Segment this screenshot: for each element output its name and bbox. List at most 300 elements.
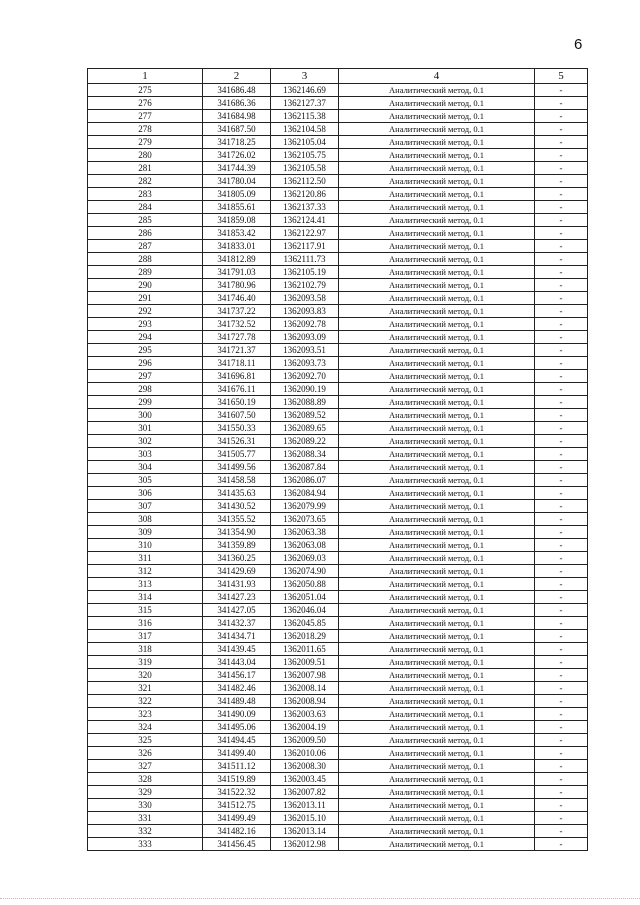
cell-point-number: 309 (88, 526, 203, 539)
cell-description: - (535, 708, 588, 721)
cell-y: 1362105.19 (271, 266, 339, 279)
table-row (88, 409, 588, 422)
coordinates-table (87, 68, 588, 851)
table-row (88, 552, 588, 565)
cell-method: Аналитический метод, 0.1 (339, 448, 535, 461)
cell-point-number: 296 (88, 357, 203, 370)
table-row (88, 435, 588, 448)
cell-description: - (535, 617, 588, 630)
cell-x: 341499.56 (203, 461, 271, 474)
table-row (88, 747, 588, 760)
cell-x: 341458.58 (203, 474, 271, 487)
table-row (88, 838, 588, 851)
cell-x: 341686.48 (203, 84, 271, 97)
table-row (88, 97, 588, 110)
cell-y: 1362069.03 (271, 552, 339, 565)
cell-x: 341359.89 (203, 539, 271, 552)
cell-y: 1362051.04 (271, 591, 339, 604)
cell-y: 1362012.98 (271, 838, 339, 851)
cell-point-number: 311 (88, 552, 203, 565)
cell-y: 1362105.04 (271, 136, 339, 149)
cell-y: 1362015.10 (271, 812, 339, 825)
table-row (88, 422, 588, 435)
table-row (88, 591, 588, 604)
cell-y: 1362046.04 (271, 604, 339, 617)
cell-y: 1362089.65 (271, 422, 339, 435)
cell-method: Аналитический метод, 0.1 (339, 461, 535, 474)
table-row (88, 175, 588, 188)
cell-x: 341853.42 (203, 227, 271, 240)
cell-method: Аналитический метод, 0.1 (339, 487, 535, 500)
cell-description: - (535, 656, 588, 669)
cell-method: Аналитический метод, 0.1 (339, 513, 535, 526)
cell-y: 1362093.58 (271, 292, 339, 305)
cell-description: - (535, 266, 588, 279)
cell-x: 341650.19 (203, 396, 271, 409)
cell-method: Аналитический метод, 0.1 (339, 136, 535, 149)
table-row (88, 370, 588, 383)
cell-method: Аналитический метод, 0.1 (339, 825, 535, 838)
cell-method: Аналитический метод, 0.1 (339, 682, 535, 695)
cell-method: Аналитический метод, 0.1 (339, 266, 535, 279)
cell-description: - (535, 110, 588, 123)
cell-method: Аналитический метод, 0.1 (339, 110, 535, 123)
cell-description: - (535, 97, 588, 110)
table-row (88, 383, 588, 396)
table-row (88, 695, 588, 708)
table-row (88, 669, 588, 682)
table-row (88, 331, 588, 344)
cell-method: Аналитический метод, 0.1 (339, 669, 535, 682)
cell-description: - (535, 188, 588, 201)
cell-y: 1362088.89 (271, 396, 339, 409)
cell-method: Аналитический метод, 0.1 (339, 292, 535, 305)
cell-method: Аналитический метод, 0.1 (339, 240, 535, 253)
cell-description: - (535, 591, 588, 604)
header-cell-x: 2 (203, 69, 271, 84)
cell-y: 1362013.11 (271, 799, 339, 812)
cell-x: 341439.45 (203, 643, 271, 656)
table-row (88, 474, 588, 487)
cell-point-number: 306 (88, 487, 203, 500)
cell-y: 1362112.50 (271, 175, 339, 188)
table-row (88, 799, 588, 812)
cell-description: - (535, 279, 588, 292)
cell-description: - (535, 747, 588, 760)
cell-point-number: 308 (88, 513, 203, 526)
cell-method: Аналитический метод, 0.1 (339, 84, 535, 97)
cell-y: 1362093.73 (271, 357, 339, 370)
table-row (88, 110, 588, 123)
cell-x: 341686.36 (203, 97, 271, 110)
cell-point-number: 313 (88, 578, 203, 591)
cell-y: 1362120.86 (271, 188, 339, 201)
cell-description: - (535, 760, 588, 773)
cell-description: - (535, 448, 588, 461)
table-row (88, 643, 588, 656)
table-row (88, 578, 588, 591)
cell-y: 1362013.14 (271, 825, 339, 838)
cell-x: 341499.49 (203, 812, 271, 825)
cell-description: - (535, 201, 588, 214)
cell-method: Аналитический метод, 0.1 (339, 344, 535, 357)
table-row (88, 656, 588, 669)
cell-point-number: 330 (88, 799, 203, 812)
table-row (88, 162, 588, 175)
table-row (88, 604, 588, 617)
cell-description: - (535, 500, 588, 513)
cell-method: Аналитический метод, 0.1 (339, 396, 535, 409)
cell-y: 1362086.07 (271, 474, 339, 487)
cell-method: Аналитический метод, 0.1 (339, 500, 535, 513)
cell-description: - (535, 318, 588, 331)
cell-point-number: 301 (88, 422, 203, 435)
header-cell-method: 4 (339, 69, 535, 84)
table-row (88, 773, 588, 786)
cell-description: - (535, 292, 588, 305)
cell-y: 1362111.73 (271, 253, 339, 266)
cell-description: - (535, 669, 588, 682)
cell-method: Аналитический метод, 0.1 (339, 188, 535, 201)
cell-point-number: 332 (88, 825, 203, 838)
table-row (88, 357, 588, 370)
cell-method: Аналитический метод, 0.1 (339, 305, 535, 318)
cell-point-number: 287 (88, 240, 203, 253)
page-bottom-divider (0, 898, 640, 899)
cell-description: - (535, 604, 588, 617)
cell-point-number: 284 (88, 201, 203, 214)
cell-description: - (535, 396, 588, 409)
cell-x: 341429.69 (203, 565, 271, 578)
cell-x: 341737.22 (203, 305, 271, 318)
cell-x: 341696.81 (203, 370, 271, 383)
cell-method: Аналитический метод, 0.1 (339, 357, 535, 370)
table-row (88, 344, 588, 357)
cell-description: - (535, 370, 588, 383)
cell-y: 1362009.50 (271, 734, 339, 747)
cell-x: 341505.77 (203, 448, 271, 461)
cell-method: Аналитический метод, 0.1 (339, 812, 535, 825)
cell-point-number: 331 (88, 812, 203, 825)
cell-x: 341855.61 (203, 201, 271, 214)
table-row (88, 305, 588, 318)
cell-method: Аналитический метод, 0.1 (339, 422, 535, 435)
cell-description: - (535, 383, 588, 396)
cell-point-number: 276 (88, 97, 203, 110)
cell-y: 1362127.37 (271, 97, 339, 110)
cell-y: 1362007.82 (271, 786, 339, 799)
cell-description: - (535, 474, 588, 487)
cell-description: - (535, 344, 588, 357)
cell-method: Аналитический метод, 0.1 (339, 604, 535, 617)
cell-description: - (535, 513, 588, 526)
cell-x: 341519.89 (203, 773, 271, 786)
table-row (88, 513, 588, 526)
cell-point-number: 318 (88, 643, 203, 656)
cell-method: Аналитический метод, 0.1 (339, 630, 535, 643)
cell-method: Аналитический метод, 0.1 (339, 227, 535, 240)
page-number: 6 (574, 36, 583, 53)
cell-x: 341430.52 (203, 500, 271, 513)
cell-y: 1362008.30 (271, 760, 339, 773)
cell-point-number: 305 (88, 474, 203, 487)
cell-x: 341489.48 (203, 695, 271, 708)
cell-method: Аналитический метод, 0.1 (339, 747, 535, 760)
cell-y: 1362088.34 (271, 448, 339, 461)
cell-x: 341427.23 (203, 591, 271, 604)
header-cell-y: 3 (271, 69, 339, 84)
cell-x: 341718.11 (203, 357, 271, 370)
table-row (88, 682, 588, 695)
cell-y: 1362003.63 (271, 708, 339, 721)
cell-x: 341732.52 (203, 318, 271, 331)
cell-method: Аналитический метод, 0.1 (339, 786, 535, 799)
table-row (88, 227, 588, 240)
cell-description: - (535, 578, 588, 591)
cell-x: 341522.32 (203, 786, 271, 799)
cell-point-number: 302 (88, 435, 203, 448)
table-body (88, 84, 588, 851)
table-row (88, 123, 588, 136)
cell-method: Аналитический метод, 0.1 (339, 526, 535, 539)
cell-point-number: 298 (88, 383, 203, 396)
cell-method: Аналитический метод, 0.1 (339, 643, 535, 656)
cell-x: 341512.75 (203, 799, 271, 812)
cell-description: - (535, 539, 588, 552)
cell-x: 341456.45 (203, 838, 271, 851)
cell-method: Аналитический метод, 0.1 (339, 123, 535, 136)
table-row (88, 279, 588, 292)
cell-point-number: 291 (88, 292, 203, 305)
cell-y: 1362093.51 (271, 344, 339, 357)
cell-x: 341791.03 (203, 266, 271, 279)
cell-y: 1362137.33 (271, 201, 339, 214)
cell-point-number: 285 (88, 214, 203, 227)
cell-y: 1362105.75 (271, 149, 339, 162)
cell-method: Аналитический метод, 0.1 (339, 201, 535, 214)
cell-method: Аналитический метод, 0.1 (339, 318, 535, 331)
cell-x: 341718.25 (203, 136, 271, 149)
cell-y: 1362018.29 (271, 630, 339, 643)
cell-point-number: 327 (88, 760, 203, 773)
cell-x: 341526.31 (203, 435, 271, 448)
cell-x: 341354.90 (203, 526, 271, 539)
cell-x: 341780.96 (203, 279, 271, 292)
cell-description: - (535, 214, 588, 227)
cell-point-number: 319 (88, 656, 203, 669)
cell-point-number: 290 (88, 279, 203, 292)
cell-x: 341833.01 (203, 240, 271, 253)
table-row (88, 461, 588, 474)
cell-y: 1362087.84 (271, 461, 339, 474)
cell-description: - (535, 643, 588, 656)
cell-y: 1362008.14 (271, 682, 339, 695)
cell-x: 341780.04 (203, 175, 271, 188)
cell-x: 341427.05 (203, 604, 271, 617)
cell-point-number: 280 (88, 149, 203, 162)
cell-point-number: 279 (88, 136, 203, 149)
cell-method: Аналитический метод, 0.1 (339, 721, 535, 734)
cell-y: 1362050.88 (271, 578, 339, 591)
cell-x: 341746.40 (203, 292, 271, 305)
table-row (88, 253, 588, 266)
cell-description: - (535, 734, 588, 747)
table-header-row (88, 69, 588, 84)
table-row (88, 318, 588, 331)
cell-method: Аналитический метод, 0.1 (339, 565, 535, 578)
cell-y: 1362093.83 (271, 305, 339, 318)
cell-method: Аналитический метод, 0.1 (339, 708, 535, 721)
cell-y: 1362008.94 (271, 695, 339, 708)
table-row (88, 617, 588, 630)
cell-y: 1362007.98 (271, 669, 339, 682)
cell-x: 341434.71 (203, 630, 271, 643)
cell-description: - (535, 552, 588, 565)
cell-description: - (535, 422, 588, 435)
cell-description: - (535, 526, 588, 539)
cell-description: - (535, 123, 588, 136)
cell-method: Аналитический метод, 0.1 (339, 552, 535, 565)
cell-description: - (535, 799, 588, 812)
cell-method: Аналитический метод, 0.1 (339, 539, 535, 552)
cell-description: - (535, 695, 588, 708)
cell-x: 341499.40 (203, 747, 271, 760)
header-cell-point: 1 (88, 69, 203, 84)
cell-method: Аналитический метод, 0.1 (339, 591, 535, 604)
cell-x: 341726.02 (203, 149, 271, 162)
cell-y: 1362124.41 (271, 214, 339, 227)
cell-x: 341805.09 (203, 188, 271, 201)
cell-point-number: 321 (88, 682, 203, 695)
header-cell-description: 5 (535, 69, 588, 84)
cell-method: Аналитический метод, 0.1 (339, 435, 535, 448)
cell-point-number: 315 (88, 604, 203, 617)
table-row (88, 214, 588, 227)
cell-description: - (535, 136, 588, 149)
table-row (88, 149, 588, 162)
cell-description: - (535, 838, 588, 851)
cell-x: 341859.08 (203, 214, 271, 227)
cell-point-number: 293 (88, 318, 203, 331)
cell-x: 341435.63 (203, 487, 271, 500)
cell-point-number: 320 (88, 669, 203, 682)
table-row (88, 825, 588, 838)
cell-y: 1362011.65 (271, 643, 339, 656)
cell-x: 341355.52 (203, 513, 271, 526)
cell-x: 341494.45 (203, 734, 271, 747)
cell-x: 341721.37 (203, 344, 271, 357)
cell-description: - (535, 149, 588, 162)
cell-method: Аналитический метод, 0.1 (339, 175, 535, 188)
cell-description: - (535, 253, 588, 266)
cell-method: Аналитический метод, 0.1 (339, 279, 535, 292)
cell-x: 341744.39 (203, 162, 271, 175)
cell-description: - (535, 721, 588, 734)
cell-description: - (535, 240, 588, 253)
cell-y: 1362115.38 (271, 110, 339, 123)
cell-x: 341431.93 (203, 578, 271, 591)
cell-point-number: 292 (88, 305, 203, 318)
cell-point-number: 317 (88, 630, 203, 643)
cell-x: 341456.17 (203, 669, 271, 682)
cell-x: 341607.50 (203, 409, 271, 422)
cell-method: Аналитический метод, 0.1 (339, 838, 535, 851)
cell-point-number: 282 (88, 175, 203, 188)
cell-x: 341443.04 (203, 656, 271, 669)
table-row (88, 760, 588, 773)
table-row (88, 292, 588, 305)
table-row (88, 448, 588, 461)
cell-point-number: 300 (88, 409, 203, 422)
cell-x: 341676.11 (203, 383, 271, 396)
cell-y: 1362117.91 (271, 240, 339, 253)
cell-x: 341490.09 (203, 708, 271, 721)
cell-point-number: 310 (88, 539, 203, 552)
cell-method: Аналитический метод, 0.1 (339, 149, 535, 162)
cell-point-number: 286 (88, 227, 203, 240)
cell-y: 1362146.69 (271, 84, 339, 97)
cell-x: 341360.25 (203, 552, 271, 565)
cell-point-number: 295 (88, 344, 203, 357)
cell-x: 341812.89 (203, 253, 271, 266)
cell-point-number: 316 (88, 617, 203, 630)
cell-point-number: 314 (88, 591, 203, 604)
cell-y: 1362010.06 (271, 747, 339, 760)
cell-description: - (535, 825, 588, 838)
cell-y: 1362009.51 (271, 656, 339, 669)
table-row (88, 539, 588, 552)
cell-description: - (535, 84, 588, 97)
cell-point-number: 329 (88, 786, 203, 799)
cell-y: 1362090.19 (271, 383, 339, 396)
cell-description: - (535, 409, 588, 422)
cell-y: 1362104.58 (271, 123, 339, 136)
cell-point-number: 312 (88, 565, 203, 578)
table-row (88, 812, 588, 825)
cell-point-number: 323 (88, 708, 203, 721)
cell-y: 1362093.09 (271, 331, 339, 344)
cell-x: 341684.98 (203, 110, 271, 123)
cell-point-number: 289 (88, 266, 203, 279)
table-row (88, 500, 588, 513)
table-row (88, 526, 588, 539)
cell-point-number: 328 (88, 773, 203, 786)
cell-y: 1362063.38 (271, 526, 339, 539)
cell-description: - (535, 812, 588, 825)
table-row (88, 786, 588, 799)
cell-point-number: 324 (88, 721, 203, 734)
cell-x: 341727.78 (203, 331, 271, 344)
cell-y: 1362089.52 (271, 409, 339, 422)
cell-y: 1362045.85 (271, 617, 339, 630)
cell-point-number: 275 (88, 84, 203, 97)
cell-description: - (535, 773, 588, 786)
cell-y: 1362092.78 (271, 318, 339, 331)
cell-method: Аналитический метод, 0.1 (339, 162, 535, 175)
cell-description: - (535, 227, 588, 240)
cell-point-number: 283 (88, 188, 203, 201)
cell-y: 1362074.90 (271, 565, 339, 578)
cell-method: Аналитический метод, 0.1 (339, 734, 535, 747)
cell-y: 1362084.94 (271, 487, 339, 500)
table-row (88, 266, 588, 279)
cell-method: Аналитический метод, 0.1 (339, 383, 535, 396)
cell-point-number: 333 (88, 838, 203, 851)
table-row (88, 734, 588, 747)
cell-method: Аналитический метод, 0.1 (339, 97, 535, 110)
cell-y: 1362092.70 (271, 370, 339, 383)
cell-description: - (535, 435, 588, 448)
